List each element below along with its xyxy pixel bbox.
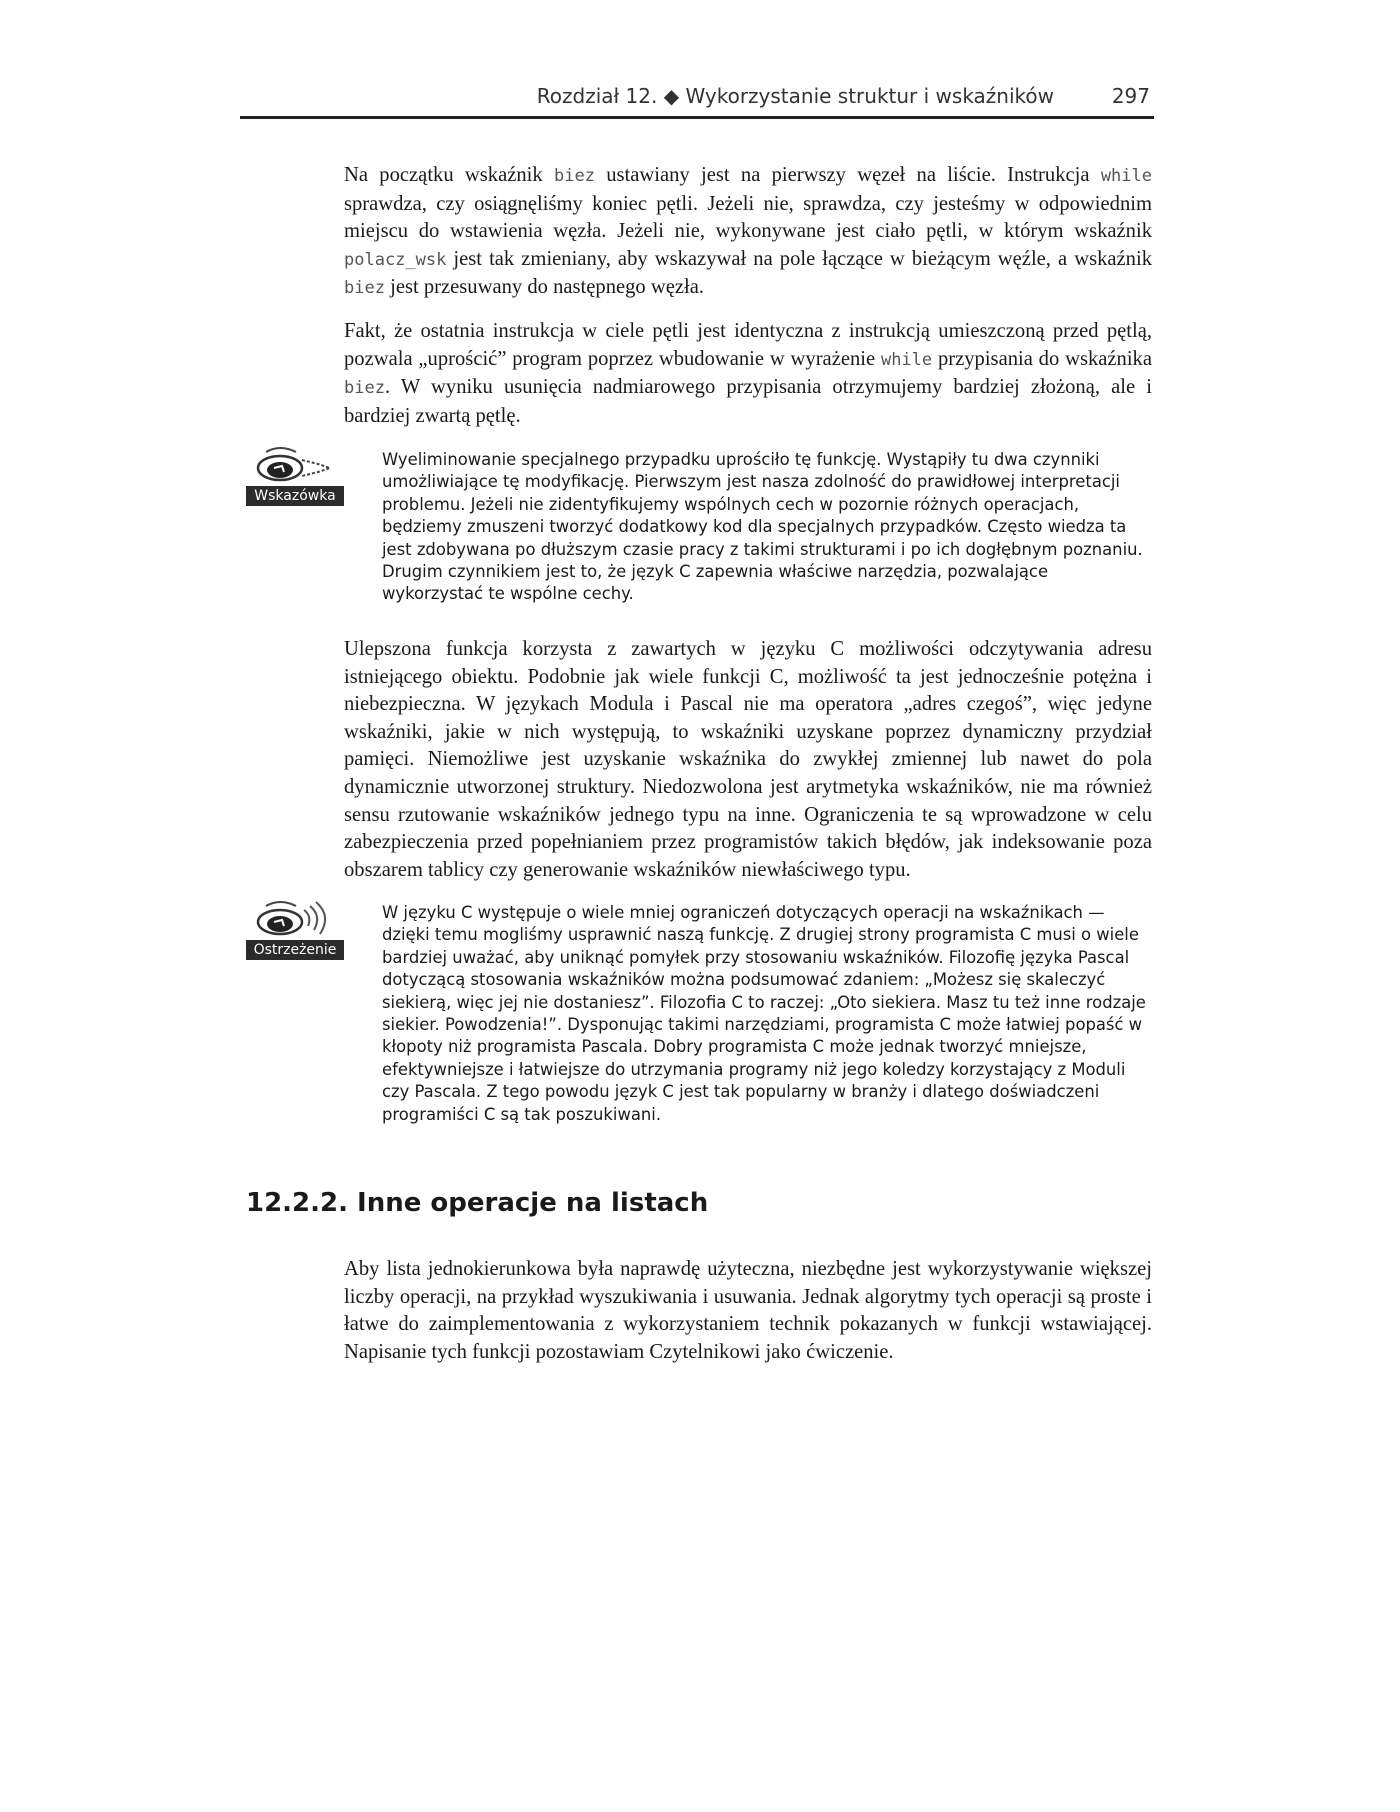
page-number: 297 bbox=[1111, 84, 1150, 108]
paragraph-4: Aby lista jednokierunkowa była naprawdę użyteczna, niezbędne jest wykorzystywanie większej liczby operacji, na przykład wyszukiwania i usuwania. Jednak algorytmy tych operacji są proste i łatwe do zaimplementowania z wykorzystaniem technik pokazanych w funkcji wstawiającej. Napisanie tych funkcji pozostawiam Czytelnikowi jako ćwiczenie. bbox=[344, 1258, 1152, 1363]
text-run: jest tak zmieniany, aby wskazywał na pole łączące w bieżącym węźle, a wskaźnik bbox=[446, 247, 1152, 270]
text-run: przypisania do wskaźnika bbox=[932, 347, 1152, 370]
text-run: Fakt, że ostatnia instrukcja w ciele pętli jest identyczna z instrukcją umieszczoną przed pętlą, pozwala „uprościć” program poprzez wbudowanie w wyrażenie bbox=[344, 320, 1152, 370]
text-run: ustawiany jest na pierwszy węzeł na liście. Instrukcja bbox=[594, 164, 1101, 186]
chapter-title: Rozdział 12. ◆ Wykorzystanie struktur i wskaźników bbox=[536, 84, 1054, 108]
warning-label: Ostrzeżenie bbox=[246, 940, 344, 960]
text-run: sprawdza, czy osiągnęliśmy koniec pętli. Jeżeli nie, sprawdza, czy jesteśmy w odpowiednim miejscu do wstawienia węzła. Jeżeli nie, wykonywane jest ciało pętli, w którym wskaźnik bbox=[344, 192, 1152, 243]
code-biez: biez bbox=[344, 378, 385, 399]
tip-badge bbox=[246, 442, 344, 506]
tip-text: Wyeliminowanie specjalnego przypadku uprościło tę funkcję. Wystąpiły tu dwa czynniki umożliwiające tę modyfikację. Pierwszym jest nasza zdolność do prawidłowej interpretacji problemu. Jeżeli nie zidentyfikujemy wspólnych cech w pozornie różnych operacjach, będziemy zmuszeni tworzyć dodatkowy kod dla specjalnych przypadków. Często wiedza ta jest zdobywana po dłuższym czasie pracy z takimi strukturami i po ich dogłębnym poznaniu. Drugim czynnikiem jest to, że język C zapewnia właściwe narzędzia, pozwalające wykorzystać te wspólne cechy. bbox=[382, 450, 1143, 604]
warning-badge bbox=[246, 896, 344, 960]
code-polacz-wsk: polacz_wsk bbox=[344, 249, 447, 270]
tip-label: Wskazówka bbox=[246, 486, 344, 506]
running-header bbox=[240, 84, 1154, 119]
code-biez: biez bbox=[344, 278, 385, 299]
warning-text: W języku C występuje o wiele mniej ograniczeń dotyczących operacji na wskaźnikach — dzięki temu mogliśmy usprawnić naszą funkcję. Z drugiej strony programista C musi o wiele bardziej uważać, aby uniknąć pomyłek przy stosowaniu wskaźników. Filozofię języka Pascal dotyczącą stosowania wskaźników można podsumować zdaniem: „Możesz się skaleczyć siekierą, więc jej nie dostaniesz”. Filozofia C to raczej: „Oto siekiera. Masz tu też inne rodzaje siekier. Powodzenia!”. Dysponując takimi narzędziami, programista C może łatwiej popaść w kłopoty niż programista Pascala. Dobry programista C może jednak tworzyć mniejsze, efektywniejsze i łatwiejsze do utrzymania programy niż jego koledzy korzystający z Moduli czy Pascala. Z tego powodu język C jest tak popularny w branży i dlatego doświadczeni programiści C są tak poszukiwani. bbox=[382, 903, 1146, 1124]
paragraph-2 bbox=[344, 318, 1152, 430]
paragraph-3: Ulepszona funkcja korzysta z zawartych w języku C możliwości odczytywania adresu istniejącego obiektu. Podobnie jak wiele funkcji C, możliwość ta jest jednocześnie potężna i niebezpieczna. W językach Modula i Pascal nie ma operatora „adres czegoś”, więc jedyne wskaźniki, jakie w nich występują, to wskaźniki uzyskane poprzez dynamiczny przydział pamięci. Niemożliwe jest uzyskanie wskaźnika do zwykłej zmiennej lub nawet do pola dynamicznie utworzonej struktury. Niedozwolona jest arytmetyka wskaźników, nie ma również sensu rzutowanie wskaźników jednego typu na inne. Ograniczenia te są wprowadzone w celu zabezpieczenia przed popełnianiem przez programistów takich błędów, jak indeksowanie poza obszarem tablicy czy generowanie wskaźników niewłaściwego typu. bbox=[344, 638, 1152, 881]
code-biez: biez bbox=[553, 166, 595, 186]
warning-icon bbox=[252, 896, 336, 942]
paragraph-1 bbox=[344, 162, 1152, 303]
text-run: Na początku wskaźnik bbox=[344, 164, 554, 186]
code-while: while bbox=[1100, 166, 1152, 186]
text-run: . W wyniku usunięcia nadmiarowego przypisania otrzymujemy bardziej złożoną, ale i bardziej zwartą pętlę. bbox=[344, 376, 1152, 427]
code-while: while bbox=[880, 349, 933, 370]
section-heading: 12.2.2. Inne operacje na listach bbox=[246, 1188, 709, 1218]
tip-icon bbox=[252, 442, 336, 488]
text-run: jest przesuwany do następnego węzła. bbox=[384, 276, 705, 299]
